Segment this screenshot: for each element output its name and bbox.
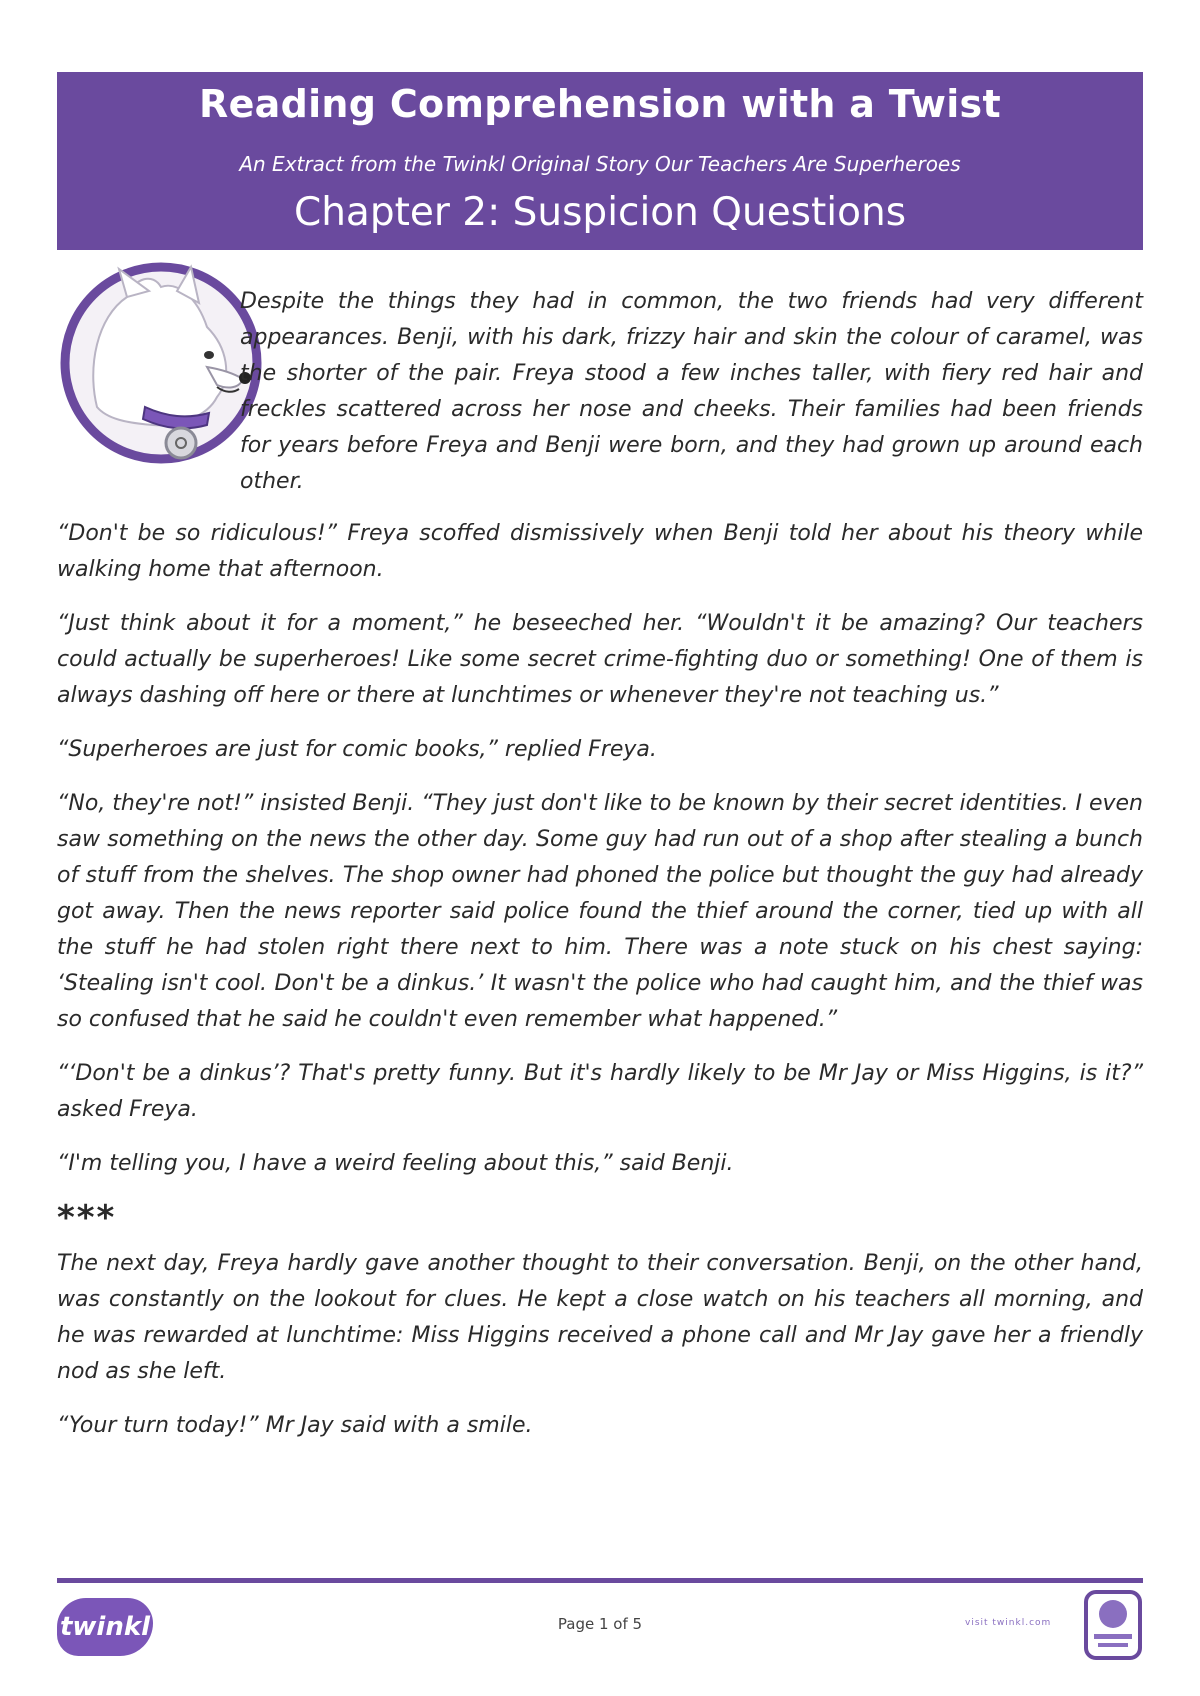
scene-separator: *** [57, 1198, 117, 1238]
site-link[interactable]: visit twinkl.com [965, 1618, 1052, 1628]
chapter-heading: Chapter 2: Suspicion Questions [293, 190, 907, 235]
quality-badge-icon [1082, 1586, 1144, 1664]
story-paragraph: “Don't be so ridiculous!” Freya scoffed dismissively when Benji told her about his theory while walking home that afternoon. [57, 521, 1143, 582]
intro-paragraph [240, 284, 1143, 500]
story-paragraph: “Just think about it for a moment,” he beseeched her. “Wouldn't it be amazing? Our teachers could actually be superheroes! Like some secret crime-fighting duo or something! One of them is always dashing off here or there at lunchtimes or whenever they're not teaching us.” [57, 611, 1143, 708]
title-banner [57, 72, 1143, 250]
story-paragraph: “No, they're not!” insisted Benji. “They just don't like to be known by their secret identities. I even saw something on the news the other day. Some guy had run out of a shop after stealing a bunch of stuff from the shelves. The shop owner had phoned the police but thought the guy had already got away. Then the news reporter said police found the thief around the corner, tied up with all the stuff he had stolen right there next to him. There was a note stuck on his chest saying: ‘Stealing isn't cool. Don't be a dinkus.’ It wasn't the police who had caught him, and the thief was so confused that he said he couldn't even remember what happened.” [57, 791, 1143, 1032]
twinkl-logo[interactable]: twinkl [57, 1598, 153, 1656]
dog-illustration [57, 257, 265, 475]
intro-text: Despite the things they had in common, the two friends had very different appearances. Benji, with his dark, frizzy hair and skin the colour of caramel, was the shorter of the pair. Freya stood a few inches taller, with fiery red hair and freckles scattered across her nose and cheeks. Their families had been friends for years before Freya and Benji were born, and they had grown up around each other. [240, 289, 1143, 494]
story-paragraph: “Your turn today!” Mr Jay said with a smile. [57, 1413, 533, 1438]
story-paragraph: “‘Don't be a dinkus’? That's pretty funny. But it's hardly likely to be Mr Jay or Miss Higgins, is it?” asked Freya. [57, 1061, 1143, 1122]
footer-divider [57, 1578, 1143, 1583]
page-subtitle: An Extract from the Twinkl Original Story Our Teachers Are Superheroes [239, 152, 961, 176]
story-paragraph: “I'm telling you, I have a weird feeling about this,” said Benji. [57, 1151, 734, 1176]
page-number: Page 1 of 5 [557, 1615, 643, 1633]
page-title: Reading Comprehension with a Twist [199, 82, 1001, 126]
story-paragraph: The next day, Freya hardly gave another thought to their conversation. Benji, on the other hand, was constantly on the lookout for clues. He kept a close watch on his teachers all morning, and he was rewarded at lunchtime: Miss Higgins received a phone call and Mr Jay gave her a friendly nod as she left. [57, 1251, 1143, 1384]
story-paragraph: “Superheroes are just for comic books,” replied Freya. [57, 737, 657, 762]
story-body [57, 516, 1143, 1462]
